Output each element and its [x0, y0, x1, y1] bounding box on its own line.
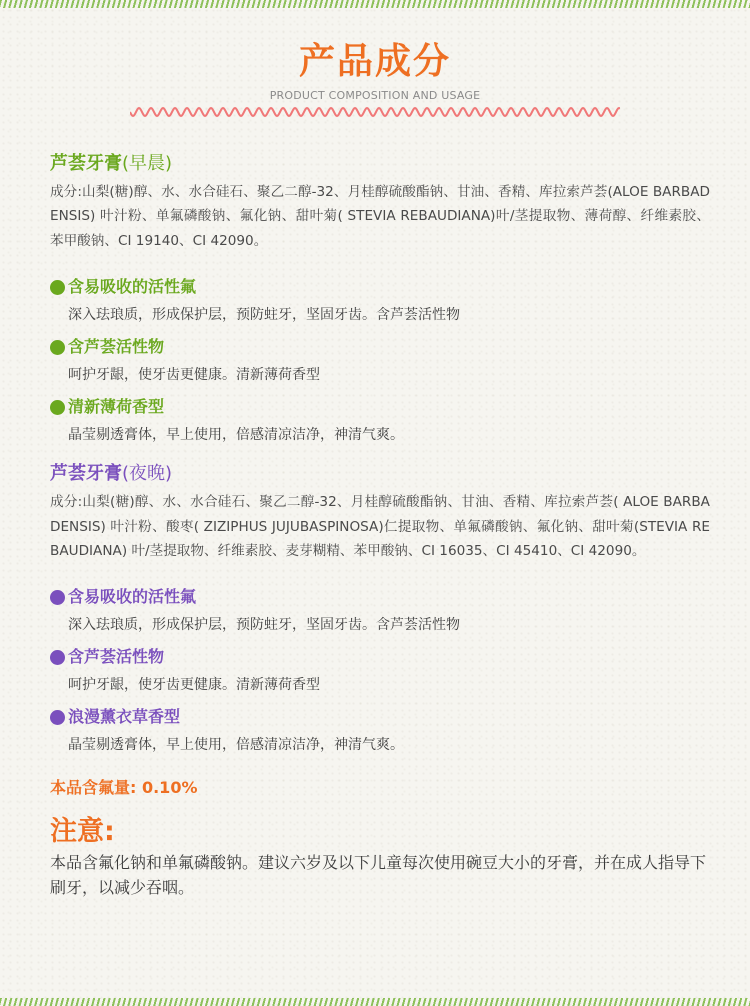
feature-item	[50, 583, 710, 636]
feature-heading	[50, 333, 710, 361]
feature-heading	[50, 583, 710, 611]
feature-item	[50, 703, 710, 756]
fluoride-content: 本品含氟量: 0.10%	[50, 778, 198, 798]
bullet-dot-icon	[50, 400, 65, 415]
feature-description: 晶莹剔透膏体，早上使用，倍感清凉洁净，神清气爽。	[68, 427, 404, 444]
bullet-dot-icon	[50, 590, 65, 605]
page-subtitle: PRODUCT COMPOSITION AND USAGE	[269, 89, 481, 102]
feature-item	[50, 643, 710, 696]
feature-description: 呵护牙龈，使牙齿更健康。清新薄荷香型	[68, 367, 320, 384]
morning-ingredients: 成分:山梨(糖)醇、水、水合硅石、聚乙二醇-32、月桂醇硫酸酯钠、甘油、香精、库拉索芦荟(ALOE BARBADENSIS) 叶汁粉、单氟磷酸钠、氟化钠、甜叶菊( STEVIA REBAUDIANA)叶/茎提取物、薄荷醇、纤维素胶、苯甲酸钠、CI 19140、CI 42090。	[50, 184, 710, 249]
feature-heading	[50, 393, 710, 421]
feature-title: 含芦荟活性物	[68, 647, 165, 667]
morning-section	[50, 150, 710, 446]
feature-description: 晶莹剔透膏体，早上使用，倍感清凉洁净，神清气爽。	[68, 737, 404, 754]
night-ingredients: 成分:山梨(糖)醇、水、水合硅石、聚乙二醇-32、月桂醇硫酸酯钠、甘油、香精、库拉索芦荟( ALOE BARBADENSIS) 叶汁粉、酸枣( ZIZIPHUS JUJUBASPINOSA)仁提取物、单氟磷酸钠、氟化钠、甜叶菊(STEVIA REBAUDIANA) 叶/茎提取物、纤维素胶、麦芽糊精、苯甲酸钠、CI 16035、CI 45410、CI 42090。	[50, 494, 710, 560]
feature-description: 深入珐琅质，形成保护层，预防蛀牙，坚固牙齿。含芦荟活性物	[68, 307, 460, 324]
morning-title-main: 芦荟牙膏	[50, 153, 122, 174]
feature-title: 含芦荟活性物	[68, 337, 165, 357]
night-title-sub: (夜晚)	[122, 463, 173, 485]
feature-title: 含易吸收的活性氟	[68, 587, 197, 607]
notice-title: 注意:	[50, 816, 115, 848]
feature-heading	[50, 273, 710, 301]
feature-item	[50, 393, 710, 446]
feature-title: 含易吸收的活性氟	[68, 277, 197, 297]
night-title	[50, 460, 710, 488]
morning-features	[50, 273, 710, 446]
feature-heading	[50, 643, 710, 671]
morning-title-sub: (早晨)	[122, 153, 173, 174]
top-stripe-border	[0, 0, 750, 8]
night-title-main: 芦荟牙膏	[50, 463, 122, 485]
night-features	[50, 583, 710, 756]
feature-description: 呵护牙龈，使牙齿更健康。清新薄荷香型	[68, 677, 320, 694]
feature-item	[50, 333, 710, 386]
bullet-dot-icon	[50, 710, 65, 725]
feature-title: 浪漫薰衣草香型	[68, 707, 181, 727]
page-header	[0, 40, 750, 102]
page-title: 产品成分	[298, 41, 451, 82]
wave-divider	[130, 104, 620, 120]
bullet-dot-icon	[50, 650, 65, 665]
notice-text: 本品含氟化钠和单氟磷酸钠。建议六岁及以下儿童每次使用碗豆大小的牙膏，并在成人指导下刷牙，以减少吞咽。	[50, 853, 707, 898]
content	[50, 150, 710, 900]
feature-heading	[50, 703, 710, 731]
bullet-dot-icon	[50, 340, 65, 355]
bottom-stripe-border	[0, 998, 750, 1006]
night-section	[50, 460, 710, 756]
bullet-dot-icon	[50, 280, 65, 295]
feature-description: 深入珐琅质，形成保护层，预防蛀牙，坚固牙齿。含芦荟活性物	[68, 617, 460, 634]
feature-item	[50, 273, 710, 326]
morning-title	[50, 150, 710, 178]
feature-title: 清新薄荷香型	[68, 397, 165, 417]
